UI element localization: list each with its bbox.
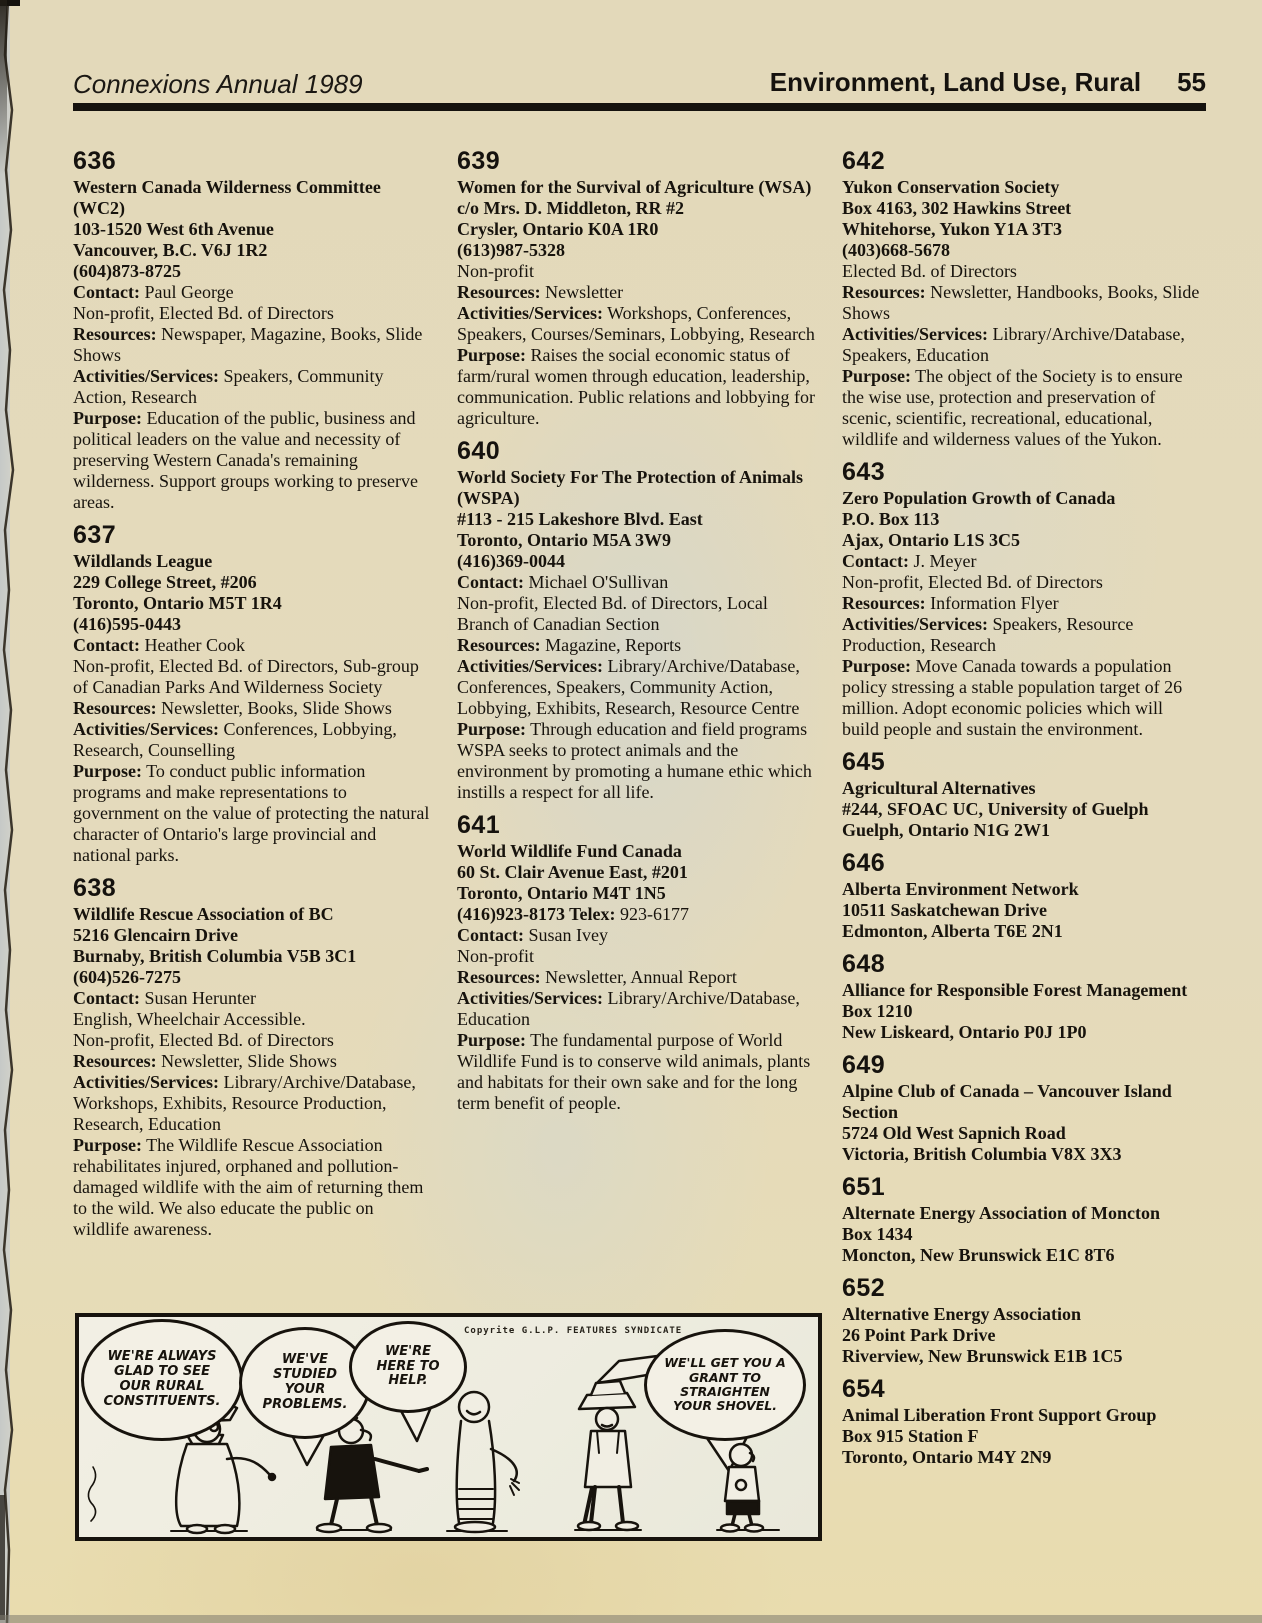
entry-number: 654	[842, 1375, 886, 1403]
entry-line-label: Crysler, Ontario K0A 1R0	[457, 219, 659, 239]
entry-line	[457, 1030, 815, 1114]
entry-line-label: 229 College Street, #206	[73, 572, 257, 592]
entry-line	[457, 904, 815, 925]
entry-line	[457, 488, 815, 509]
entry-line-label: Activities/Services:	[457, 656, 603, 676]
entry-line	[457, 967, 815, 988]
entry-line	[73, 1135, 431, 1240]
entry-line-label: Contact:	[73, 282, 140, 302]
entry-line	[842, 261, 1202, 282]
entry-line-label: Burnaby, British Columbia V5B 3C1	[73, 946, 357, 966]
entry-line	[842, 1245, 1202, 1266]
directory-entry	[842, 949, 1202, 1043]
entry-line	[842, 530, 1202, 551]
entry-line	[73, 593, 431, 614]
entry-line	[842, 1405, 1202, 1426]
entry-line	[842, 572, 1202, 593]
entry-line-label: Purpose:	[842, 366, 911, 386]
entry-line-text: Raises the social economic status of farm/rural women through education, leadership, communication. Public relations and lobbying for agriculture.	[457, 345, 815, 428]
entry-line	[842, 366, 1202, 450]
directory-entry	[842, 1374, 1202, 1468]
column-right	[842, 146, 1202, 1475]
entry-line-label: Activities/Services:	[73, 1072, 219, 1092]
entry-line	[842, 799, 1202, 820]
speech-bubble: WE'RE HERE TO HELP.	[349, 1321, 467, 1413]
entry-line	[457, 282, 815, 303]
entry-line-label: Resources:	[73, 698, 157, 718]
entry-line	[73, 614, 431, 635]
entry-line	[457, 530, 815, 551]
entry-line	[842, 921, 1202, 942]
section-title: Environment, Land Use, Rural	[769, 67, 1142, 97]
entry-line-label: Agricultural Alternatives	[842, 778, 1036, 798]
directory-entry	[842, 848, 1202, 942]
header-rule	[73, 103, 1206, 111]
entry-line-text: Michael O'Sullivan	[523, 572, 669, 592]
entry-line-label: Animal Liberation Front Support Group	[842, 1405, 1157, 1425]
column-middle	[457, 146, 815, 1121]
entry-line-label: Activities/Services:	[842, 324, 988, 344]
entry-line-label: Contact:	[73, 988, 140, 1008]
column-left	[73, 146, 431, 1247]
entry-line-text: J. Meyer	[908, 551, 977, 571]
entry-line-text: Library/Archive/Database, Speakers, Education	[842, 324, 1185, 365]
entry-line-text: Conferences, Lobbying, Research, Counselling	[73, 719, 397, 760]
entry-line	[842, 1346, 1202, 1367]
scan-shadow-top-left	[0, 0, 7, 175]
entry-line-text: Library/Archive/Database, Conferences, Speakers, Community Action, Lobbying, Exhibits, Research, Resource Centre	[457, 656, 800, 718]
entry-line-label: Alliance for Responsible Forest Management	[842, 980, 1188, 1000]
entry-line	[73, 408, 431, 513]
entry-line-label: Purpose:	[842, 656, 911, 676]
entry-line	[73, 1051, 431, 1072]
entry-line	[457, 467, 815, 488]
speech-bubble: WE'VE STUDIED YOUR PROBLEMS.	[239, 1327, 371, 1439]
entry-line-text: Non-profit, Elected Bd. of Directors	[73, 1030, 334, 1050]
entry-line-text: Workshops, Conferences, Speakers, Courses/Seminars, Lobbying, Research	[457, 303, 815, 344]
entry-line-label: (604)526-7275	[73, 967, 181, 987]
entry-line-label: Whitehorse, Yukon Y1A 3T3	[842, 219, 1063, 239]
entry-line-label: Activities/Services:	[73, 366, 219, 386]
directory-entry	[842, 1050, 1202, 1165]
entry-line	[457, 303, 815, 345]
entry-line-text: Paul George	[139, 282, 234, 302]
entry-number: 645	[842, 748, 886, 776]
scan-mark-bottom-left	[0, 1495, 5, 1620]
entry-line-text: The Wildlife Rescue Association rehabilitates injured, orphaned and pollution-damaged wildlife with the aim of returning them to the wild. We also educate the public on wildlife awareness.	[73, 1135, 424, 1239]
entry-line-text: Magazine, Reports	[540, 635, 682, 655]
entry-line-label: Contact:	[73, 635, 140, 655]
entry-line	[842, 1304, 1202, 1325]
entry-line-label: Moncton, New Brunswick E1C 8T6	[842, 1245, 1115, 1265]
directory-entry	[73, 520, 431, 866]
entry-line	[842, 656, 1202, 740]
entry-line	[457, 635, 815, 656]
entry-line-text: 923-6177	[615, 904, 689, 924]
entry-line	[73, 656, 431, 698]
entry-line-text: Susan Herunter	[139, 988, 256, 1008]
entry-line-label: Resources:	[457, 282, 541, 302]
entry-line-label: (416)595-0443	[73, 614, 181, 634]
entry-line-text: Non-profit	[457, 946, 534, 966]
entry-line-label: Riverview, New Brunswick E1B 1C5	[842, 1346, 1123, 1366]
entry-line-text: Library/Archive/Database, Workshops, Exhibits, Resource Production, Research, Education	[73, 1072, 416, 1134]
entry-number: 636	[73, 147, 117, 175]
entry-line-label: 5216 Glencairn Drive	[73, 925, 238, 945]
entry-line	[842, 1123, 1202, 1144]
entry-line	[73, 904, 431, 925]
entry-line-label: Ajax, Ontario L1S 3C5	[842, 530, 1021, 550]
entry-line-label: Box 915 Station F	[842, 1426, 979, 1446]
entry-line	[457, 240, 815, 261]
entry-line-text: The object of the Society is to ensure the wise use, protection and preservation of scenic, scientific, recreational, educational, wildlife and wilderness values of the Yukon.	[842, 366, 1183, 449]
entry-line-label: #244, SFOAC UC, University of Guelph	[842, 799, 1149, 819]
entry-line-label: (403)668-5678	[842, 240, 950, 260]
entry-line-label: Wildlands League	[73, 551, 213, 571]
directory-entry	[842, 146, 1202, 450]
entry-line	[842, 1203, 1202, 1224]
entry-line-label: Purpose:	[457, 1030, 526, 1050]
entry-line	[842, 593, 1202, 614]
cartoon-copyright: Copyrite G.L.P. FEATURES SYNDICATE	[464, 1326, 683, 1336]
entry-line-label: Resources:	[457, 635, 541, 655]
entry-line-label: Edmonton, Alberta T6E 2N1	[842, 921, 1063, 941]
entry-line-label: Purpose:	[73, 1135, 142, 1155]
entry-line	[842, 324, 1202, 366]
entry-line	[457, 656, 815, 719]
entry-line	[73, 698, 431, 719]
journal-title: Connexions Annual 1989	[73, 69, 363, 99]
entry-number: 648	[842, 950, 886, 978]
entry-line-label: Wildlife Rescue Association of BC	[73, 904, 334, 924]
speech-bubble: WE'LL GET YOU A GRANT TO STRAIGHTEN YOUR SHOVEL.	[644, 1329, 806, 1441]
directory-entry	[842, 457, 1202, 740]
entry-line-text: Non-profit	[457, 261, 534, 281]
entry-line	[73, 1009, 431, 1030]
entry-line-label: Box 4163, 302 Hawkins Street	[842, 198, 1072, 218]
entry-line	[73, 635, 431, 656]
entry-line	[842, 198, 1202, 219]
entry-line-label: (416)923-8173 Telex:	[457, 904, 616, 924]
entry-line-label: (613)987-5328	[457, 240, 565, 260]
entry-line-label: Alpine Club of Canada – Vancouver Island Section	[842, 1081, 1172, 1122]
entry-number: 641	[457, 811, 501, 839]
entry-line-label: 103-1520 West 6th Avenue	[73, 219, 274, 239]
entry-line	[842, 1081, 1202, 1123]
entry-line-label: Purpose:	[457, 719, 526, 739]
directory-entry	[73, 146, 431, 513]
entry-line	[73, 761, 431, 866]
entry-line-text: Heather Cook	[139, 635, 245, 655]
entry-line-text: To conduct public information programs and make representations to government on the value of protecting the natural character of Ontario's large provincial and national parks.	[73, 761, 430, 865]
entry-line	[73, 219, 431, 240]
entry-line	[842, 1001, 1202, 1022]
entry-line-label: Western Canada Wilderness Committee (WC2)	[73, 177, 381, 218]
entry-line	[842, 1325, 1202, 1346]
entry-line	[842, 551, 1202, 572]
entry-line	[73, 925, 431, 946]
entry-line-label: Zero Population Growth of Canada	[842, 488, 1116, 508]
entry-line	[73, 572, 431, 593]
entry-line	[842, 778, 1202, 799]
entry-line-label: Victoria, British Columbia V8X 3X3	[842, 1144, 1122, 1164]
entry-line-label: Yukon Conservation Society	[842, 177, 1060, 197]
entry-line-text: Non-profit, Elected Bd. of Directors, Sub-group of Canadian Parks And Wilderness Society	[73, 656, 419, 697]
entry-line	[457, 719, 815, 803]
directory-entry	[842, 1273, 1202, 1367]
entry-line	[842, 1224, 1202, 1245]
entry-line-label: Purpose:	[73, 761, 142, 781]
entry-line-label: Activities/Services:	[842, 614, 988, 634]
entry-line-label: New Liskeard, Ontario P0J 1P0	[842, 1022, 1087, 1042]
entry-line-text: Non-profit, Elected Bd. of Directors, Local Branch of Canadian Section	[457, 593, 768, 634]
entry-number: 646	[842, 849, 886, 877]
entry-line-label: c/o Mrs. D. Middleton, RR #2	[457, 198, 684, 218]
entry-line-label: Vancouver, B.C. V6J 1R2	[73, 240, 268, 260]
entry-line	[457, 345, 815, 429]
entry-line-label: Activities/Services:	[457, 303, 603, 323]
entry-line	[842, 488, 1202, 509]
entry-line-text: English, Wheelchair Accessible.	[73, 1009, 306, 1029]
entry-line	[73, 967, 431, 988]
entry-line-text: Newsletter, Books, Slide Shows	[156, 698, 392, 718]
entry-line-label: (604)873-8725	[73, 261, 181, 281]
entry-line-label: World Wildlife Fund Canada	[457, 841, 682, 861]
entry-line-label: Resources:	[842, 282, 926, 302]
entry-line	[457, 198, 815, 219]
directory-entry	[842, 747, 1202, 841]
entry-line-text: Susan Ivey	[523, 925, 608, 945]
entry-line-text: Library/Archive/Database, Education	[457, 988, 800, 1029]
entry-number: 649	[842, 1051, 886, 1079]
directory-entry	[457, 436, 815, 803]
entry-line-label: Contact:	[457, 572, 524, 592]
entry-line	[457, 862, 815, 883]
entry-line	[457, 925, 815, 946]
entry-line-label: World Society For The Protection of Animals	[457, 467, 803, 487]
entry-number: 637	[73, 521, 117, 549]
entry-line-label: Contact:	[457, 925, 524, 945]
cartoon-panel	[75, 1313, 822, 1541]
entry-line	[457, 509, 815, 530]
entry-line-text: Education of the public, business and political leaders on the value and necessity of preserving Western Canada's remaining wilderness. Support groups working to preserve areas.	[73, 408, 418, 512]
entry-number: 642	[842, 147, 886, 175]
entry-line	[73, 946, 431, 967]
entry-line-label: 5724 Old West Sapnich Road	[842, 1123, 1066, 1143]
entry-line	[842, 1144, 1202, 1165]
entry-line-label: Activities/Services:	[457, 988, 603, 1008]
entry-number: 651	[842, 1173, 886, 1201]
directory-entry	[457, 810, 815, 1114]
entry-line-label: Purpose:	[73, 408, 142, 428]
entry-line-label: Resources:	[73, 324, 157, 344]
entry-line	[73, 240, 431, 261]
entry-line-label: Contact:	[842, 551, 909, 571]
entry-number: 638	[73, 874, 117, 902]
entry-line	[457, 551, 815, 572]
entry-line	[73, 177, 431, 219]
entry-line	[842, 177, 1202, 198]
speech-bubble: WE'RE ALWAYS GLAD TO SEE OUR RURAL CONSTITUENTS.	[81, 1319, 243, 1441]
entry-line-text: Newsletter, Handbooks, Books, Slide Shows	[842, 282, 1200, 323]
entry-line-text: Speakers, Resource Production, Research	[842, 614, 1134, 655]
entry-line	[457, 988, 815, 1030]
directory-entry	[842, 1172, 1202, 1266]
entry-line	[457, 883, 815, 904]
entry-line-label: Women for the Survival of Agriculture (WSA)	[457, 177, 812, 197]
directory-entry	[73, 873, 431, 1240]
entry-line	[842, 900, 1202, 921]
section-header	[770, 66, 1206, 98]
entry-line	[73, 282, 431, 303]
entry-line	[842, 219, 1202, 240]
entry-line	[842, 1447, 1202, 1468]
scan-bottom-edge	[0, 1615, 1262, 1623]
entry-line	[73, 366, 431, 408]
entry-line	[457, 946, 815, 967]
entry-line-label: Alternative Energy Association	[842, 1304, 1081, 1324]
entry-line	[457, 219, 815, 240]
entry-line-label: Alberta Environment Network	[842, 879, 1079, 899]
entry-line-label: 10511 Saskatchewan Drive	[842, 900, 1048, 920]
entry-line	[842, 1022, 1202, 1043]
entry-line-label: Alternate Energy Association of Moncton	[842, 1203, 1160, 1223]
entry-line-label: Toronto, Ontario M5T 1R4	[73, 593, 282, 613]
entry-number: 643	[842, 458, 886, 486]
entry-line-label: Guelph, Ontario N1G 2W1	[842, 820, 1051, 840]
entry-line-label: (416)369-0044	[457, 551, 565, 571]
entry-line-label: 26 Point Park Drive	[842, 1325, 996, 1345]
entry-line	[842, 879, 1202, 900]
entry-line-text: Speakers, Community Action, Research	[73, 366, 384, 407]
directory-entry	[457, 146, 815, 429]
entry-line-label: P.O. Box 113	[842, 509, 940, 529]
entry-line	[457, 177, 815, 198]
entry-line	[457, 593, 815, 635]
entry-line	[842, 1426, 1202, 1447]
entry-line-label: (WSPA)	[457, 488, 520, 508]
entry-line	[73, 261, 431, 282]
entry-line	[73, 988, 431, 1009]
entry-line-label: Resources:	[73, 1051, 157, 1071]
entry-line-label: Toronto, Ontario M5A 3W9	[457, 530, 672, 550]
entry-line-text: Non-profit, Elected Bd. of Directors	[73, 303, 334, 323]
entry-line	[457, 841, 815, 862]
entry-line	[73, 303, 431, 324]
entry-number: 652	[842, 1274, 886, 1302]
entry-line-text: The fundamental purpose of World Wildlife Fund is to conserve wild animals, plants and habitats for their own sake and for the long term benefit of people.	[457, 1030, 811, 1113]
entry-line-label: Purpose:	[457, 345, 526, 365]
entry-line-label: #113 - 215 Lakeshore Blvd. East	[457, 509, 703, 529]
entry-line	[457, 572, 815, 593]
entry-line-text: Through education and field programs WSPA seeks to protect animals and the environment by promoting a humane ethic which instills a respect for all life.	[457, 719, 812, 802]
entry-line-text: Newspaper, Magazine, Books, Slide Shows	[73, 324, 423, 365]
entry-line-text: Newsletter	[540, 282, 624, 302]
entry-line-label: Activities/Services:	[73, 719, 219, 739]
entry-line-label: Box 1434	[842, 1224, 913, 1244]
entry-line-text: Newsletter, Annual Report	[540, 967, 737, 987]
entry-line	[842, 282, 1202, 324]
entry-line-label: Resources:	[457, 967, 541, 987]
entry-line	[73, 551, 431, 572]
entry-line-label: Toronto, Ontario M4T 1N5	[457, 883, 666, 903]
entry-line-text: Information Flyer	[925, 593, 1059, 613]
entry-line	[842, 820, 1202, 841]
entry-line	[73, 324, 431, 366]
entry-line-label: Box 1210	[842, 1001, 913, 1021]
entry-line-text: Non-profit, Elected Bd. of Directors	[842, 572, 1103, 592]
entry-line	[842, 509, 1202, 530]
entry-line-text: Move Canada towards a population policy stressing a stable population target of 26 million. Adopt economic policies which will build people and sustain the environment.	[842, 656, 1183, 739]
entry-line-text: Newsletter, Slide Shows	[156, 1051, 337, 1071]
entry-line	[73, 1072, 431, 1135]
entry-line-label: Toronto, Ontario M4Y 2N9	[842, 1447, 1052, 1467]
entry-line-label: 60 St. Clair Avenue East, #201	[457, 862, 688, 882]
entry-line	[842, 980, 1202, 1001]
entry-line	[457, 261, 815, 282]
entry-line-text: Elected Bd. of Directors	[842, 261, 1017, 281]
torn-paper-edge	[0, 0, 26, 1623]
page-number: 55	[1177, 67, 1206, 97]
entry-line	[73, 719, 431, 761]
entry-number: 639	[457, 147, 501, 175]
entry-number: 640	[457, 437, 501, 465]
entry-line	[842, 614, 1202, 656]
entry-line	[842, 240, 1202, 261]
entry-line-label: Resources:	[842, 593, 926, 613]
entry-line	[73, 1030, 431, 1051]
